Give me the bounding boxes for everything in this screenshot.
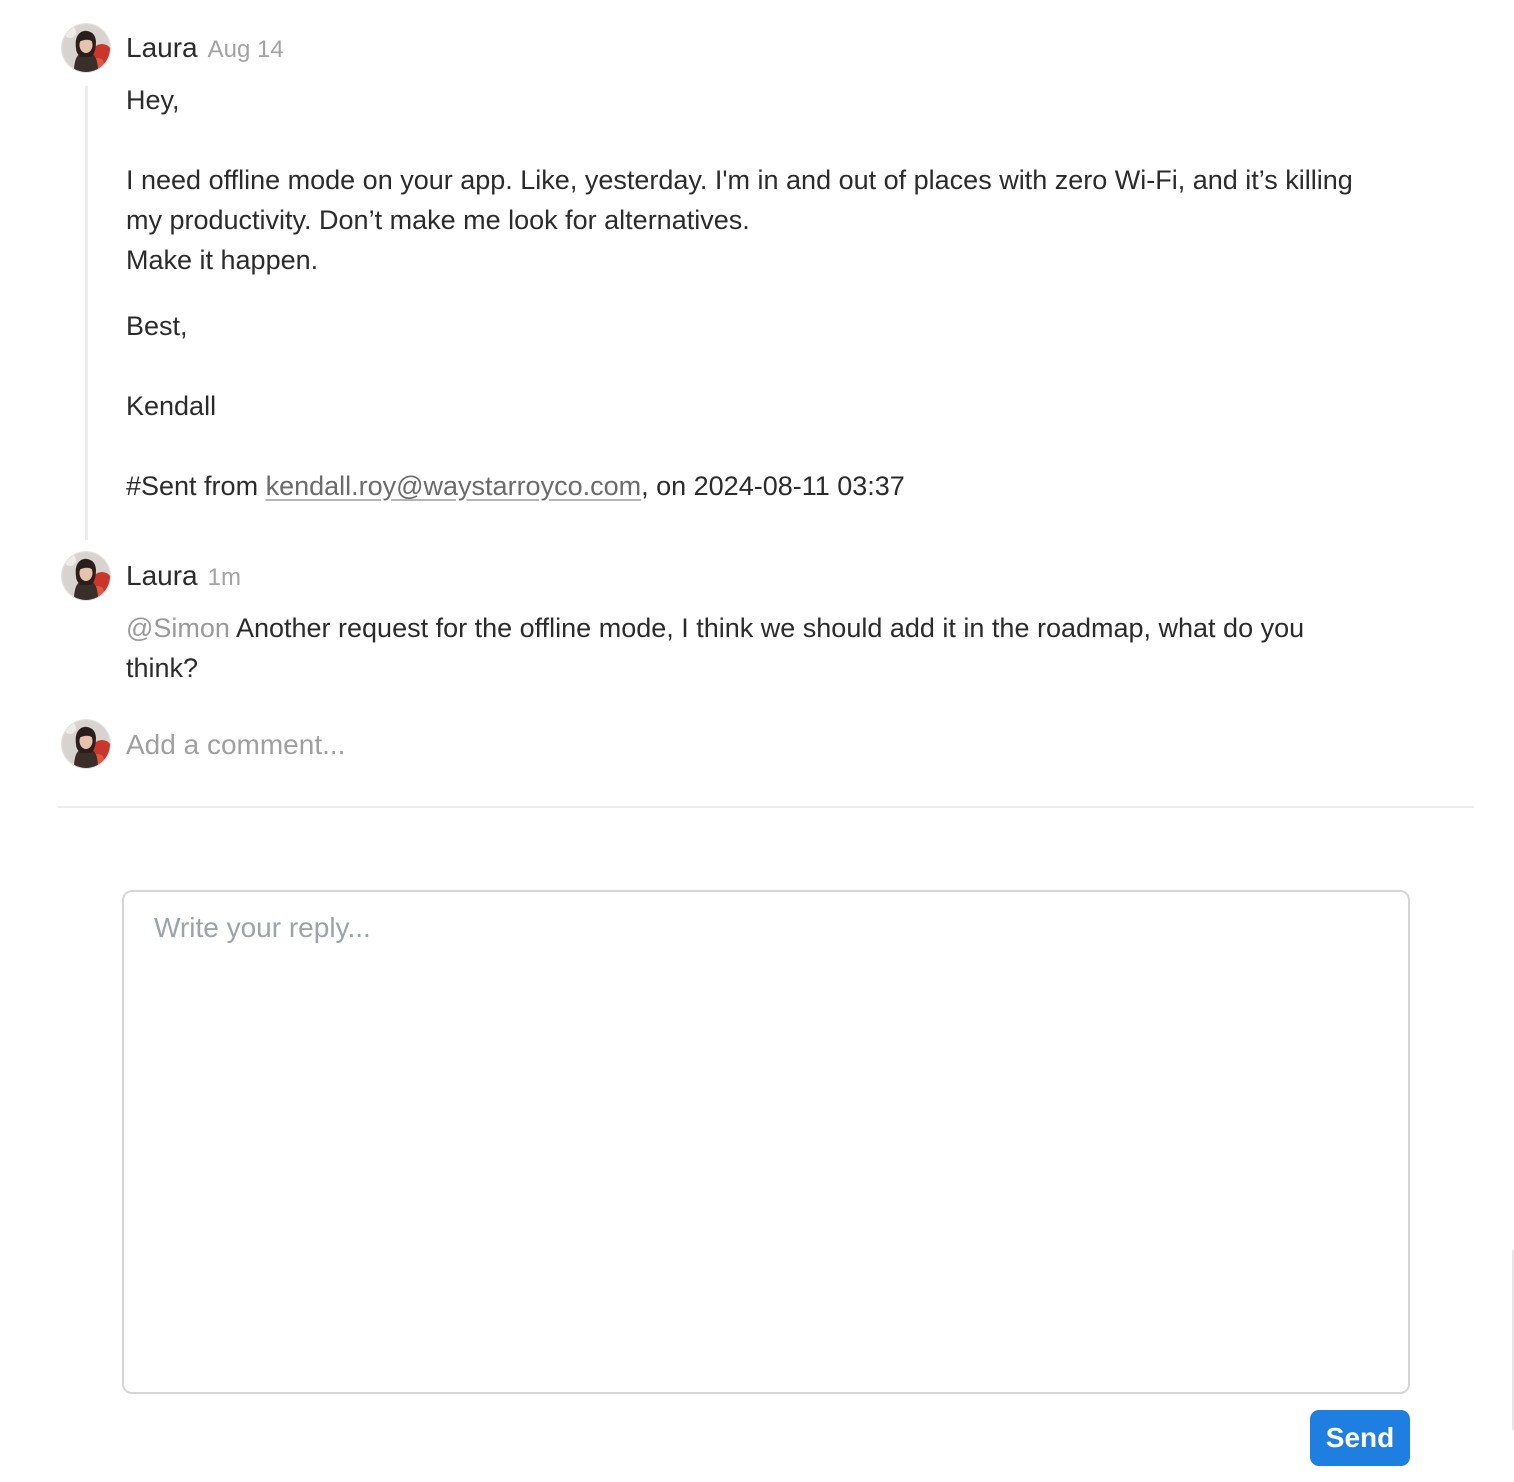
comment-1-sent-line — [126, 466, 1466, 506]
comment-2-avatar[interactable] — [62, 552, 110, 600]
comment-1-timestamp[interactable]: Aug 14 — [207, 36, 284, 63]
comment-1-header — [126, 31, 284, 67]
comment-2-text: Another request for the offline mode, I think we should add it in the roadmap, what do you — [229, 613, 1305, 643]
comment-2-author[interactable]: Laura — [126, 560, 198, 591]
comment-1-paragraph-line: Make it happen. — [126, 245, 319, 275]
comment-2-header — [126, 559, 241, 595]
comment-1-author[interactable]: Laura — [126, 32, 198, 63]
add-comment-input[interactable] — [126, 724, 1466, 766]
comment-1-paragraph-line: I need offline mode on your app. Like, yesterday. I'm in and out of places with zero Wi-Fi, and it’s killing — [126, 165, 1353, 195]
section-divider — [58, 806, 1474, 808]
send-button[interactable]: Send — [1310, 1410, 1410, 1466]
sender-email-link[interactable]: kendall.roy@waystarroyco.com — [265, 471, 642, 501]
blank-line — [126, 426, 1466, 466]
blank-line — [126, 120, 1466, 160]
blank-line — [126, 346, 1466, 386]
comment-2-body — [126, 608, 1466, 688]
reply-textarea[interactable] — [122, 890, 1410, 1394]
comment-1-paragraph-line: my productivity. Don’t make me look for alternatives. — [126, 205, 750, 235]
mention-simon[interactable]: @Simon — [126, 613, 230, 643]
comment-1-body — [126, 80, 1466, 506]
comment-1-greeting: Hey, — [126, 85, 180, 115]
sent-prefix: #Sent from — [126, 471, 266, 501]
user-avatar-icon — [62, 552, 110, 600]
composer-avatar — [62, 720, 110, 768]
user-avatar-icon — [62, 720, 110, 768]
comment-1-signature: Kendall — [126, 391, 217, 421]
comment-2-text-line: think? — [126, 653, 199, 683]
comment-1-avatar[interactable] — [62, 24, 110, 72]
comment-2-text-line — [126, 608, 1466, 648]
comment-2-timestamp[interactable]: 1m — [207, 564, 241, 591]
comment-1-signoff: Best, — [126, 311, 188, 341]
blank-line — [126, 280, 1466, 306]
thread-line — [85, 86, 88, 540]
user-avatar-icon — [62, 24, 110, 72]
sent-suffix: , on 2024-08-11 03:37 — [641, 471, 905, 501]
